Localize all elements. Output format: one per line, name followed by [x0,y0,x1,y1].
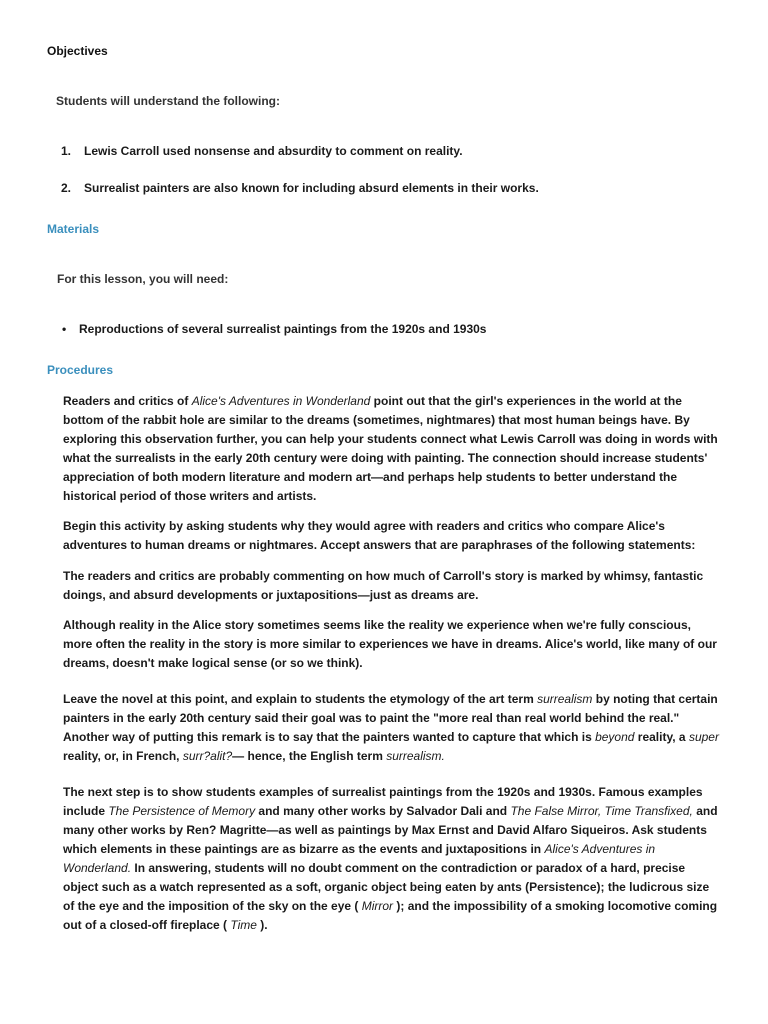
list-number: 1. [61,144,72,158]
text-run: point out that the girl's experiences in the world at the bottom of the rabbit hole are similar to the dreams (sometimes, nightmares) that most human beings have. By exploring this observation further, you can help your students connect what Lewis Carroll was doing in words with what the surrealists in the early 20th century were doing with painting. The connection should increase students' appreciation of both modern literature and modern art—and perhaps help students to better understand the historical period of those writers and artists. [63,394,718,503]
text-run: In answering, students will no doubt comment on the contradiction or paradox of a hard, precise object such as a watch represented as a soft, organic object being eaten by ants (Persistence); the ludicrous size of the eye and the imposition of the sky on the eye ( [63,861,710,913]
text-run: ); and the impossibility of a smoking locomotive coming out of a closed-off fireplace ( [63,899,718,932]
materials-intro: For this lesson, you will need: [57,272,229,286]
procedures-paragraph-6 [63,783,723,935]
text-run: reality, or, in French, [63,749,183,763]
procedures-heading: Procedures [47,363,114,377]
list-item [61,181,539,199]
procedures-paragraph-1 [63,392,723,506]
list-number: 2. [61,181,72,195]
emphasis: Time [230,918,257,932]
list-item [61,322,486,336]
procedures-paragraph-5 [63,690,723,766]
book-title: Alice's Adventures in Wonderland [191,394,371,408]
list-item-text: Lewis Carroll used nonsense and absurdity to comment on reality. [84,144,463,158]
objectives-intro: Students will understand the following: [56,94,280,108]
artwork-title: The Persistence of Memory [108,804,256,818]
list-item-text: Reproductions of several surrealist paintings from the 1920s and 1930s [79,322,487,336]
text-run: and many other works by Salvador Dali and [255,804,511,818]
emphasis: super [688,730,719,744]
materials-heading: Materials [47,222,100,236]
emphasis: surrealism [537,692,593,706]
artwork-title: The False Mirror, Time Transfixed, [510,804,693,818]
materials-list [61,322,486,336]
bullet-icon: • [62,322,67,336]
text-run: reality, a [634,730,689,744]
book-title: Alice's Adventures in Wonderland. [63,842,656,875]
text-run: Readers and critics of [63,394,192,408]
text-run: ). [256,918,268,932]
objectives-heading: Objectives [47,44,108,58]
procedures-paragraph-2: Begin this activity by asking students why they would agree with readers and critics who compare Alice's adventures to human dreams or nightmares. Accept answers that are paraphrases of the following statements: [63,519,696,552]
procedures-paragraph-4: Although reality in the Alice story sometimes seems like the reality we experience when we're fully conscious, more often the reality in the story is more similar to experiences we have in dreams. Alice's world, like many of our dreams, doesn't make logical sense (or so we think). [63,618,717,670]
objectives-list [61,144,539,199]
list-item-text: Surrealist painters are also known for including absurd elements in their works. [84,181,539,195]
emphasis: Mirror [361,899,394,913]
text-run: by noting that certain painters in the early 20th century said their goal was to paint the "more real than real world behind the real." Another way of putting this remark is to say that the painters wanted to capture that which is [63,692,718,744]
text-run: — hence, the English term [232,749,387,763]
emphasis: beyond [595,730,635,744]
emphasis: surrealism. [386,749,445,763]
text-run: and many other works by Ren? Magritte—as well as paintings by Max Ernst and David Alfaro Siqueiros. Ask students which elements in these paintings are as bizarre as the events and juxtapositions in [63,804,718,856]
emphasis: surr?alit? [182,749,233,763]
text-run: The next step is to show students examples of surrealist paintings from the 1920s and 1930s. Famous examples include [63,785,703,818]
procedures-paragraph-3: The readers and critics are probably commenting on how much of Carroll's story is marked by whimsy, fantastic doings, and absurd developments or juxtapositions—just as dreams are. [63,569,704,602]
list-item [61,144,539,162]
text-run: Leave the novel at this point, and explain to students the etymology of the art term [63,692,538,706]
